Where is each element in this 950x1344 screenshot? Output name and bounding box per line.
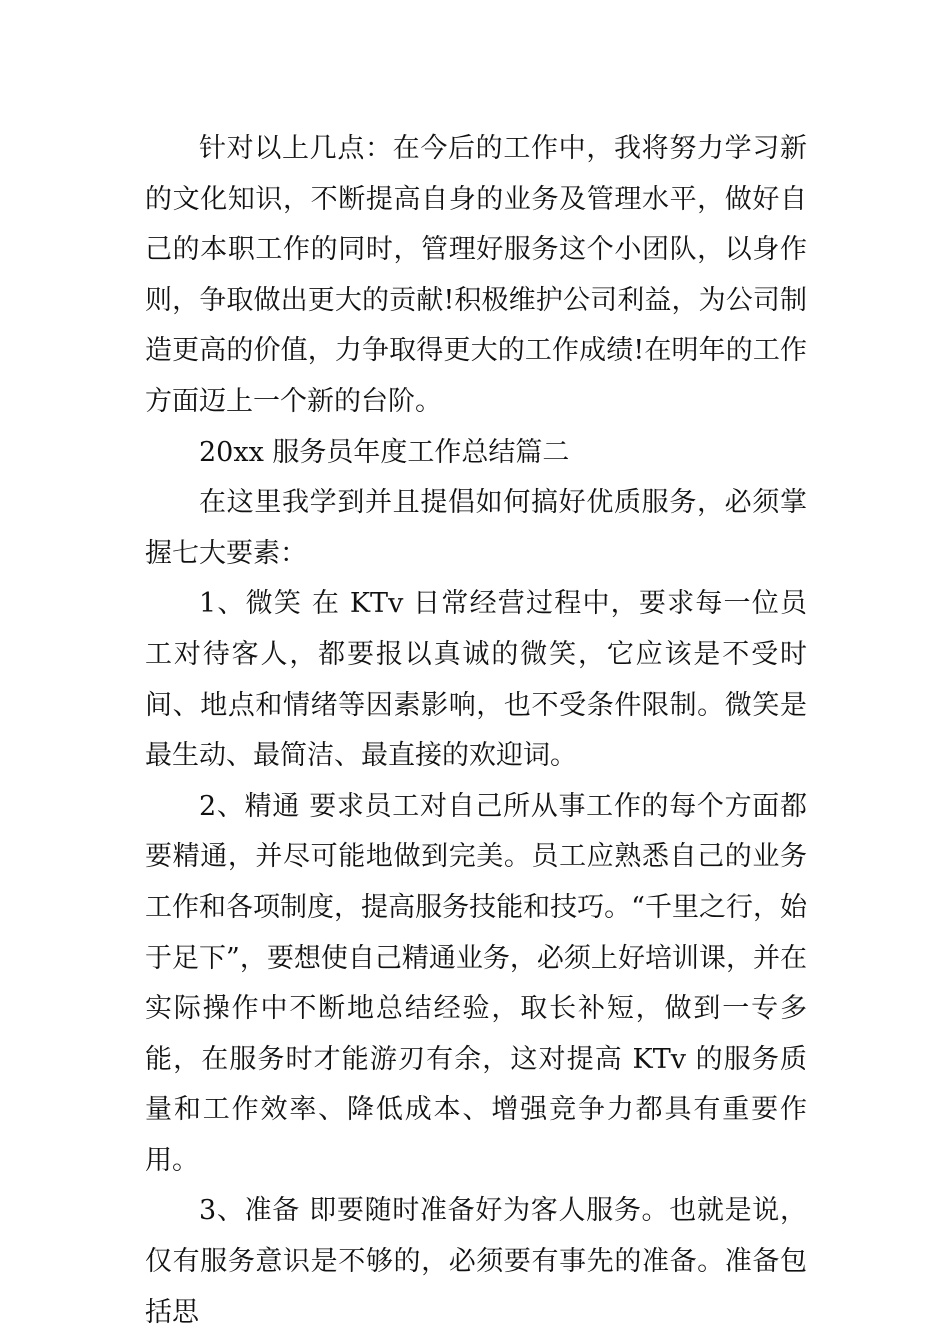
paragraph-item-smile: 1、微笑 在 KTv 日常经营过程中，要求每一位员工对待客人，都要报以真诚的微笑，它应该是不受时间、地点和情绪等因素影响，也不受条件限制。微笑是最生动、最简洁、最直接的欢迎词。 xyxy=(145,588,807,772)
paragraph-intro: 在这里我学到并且提倡如何搞好优质服务，必须掌握七大要素： xyxy=(145,487,807,569)
paragraph-conclusion: 针对以上几点：在今后的工作中，我将努力学习新的文化知识，不断提高自身的业务及管理水平，做好自己的本职工作的同时，管理好服务这个小团队，以身作则，争取做出更大的贡献!积极维护公司利益，为公司制造更高的价值，力争取得更大的工作成绩!在明年的工作方面迈上一个新的台阶。 xyxy=(145,133,807,417)
section-heading: 20xx 服务员年度工作总结篇二 xyxy=(199,436,570,468)
paragraph-item-proficiency: 2、精通 要求员工对自己所从事工作的每个方面都要精通，并尽可能地做到完美。员工应熟悉自己的业务工作和各项制度，提高服务技能和技巧。“千里之行，始于足下”，要想使自己精通业务，必须上好培训课，并在实际操作中不断地总结经验，取长补短，做到一专多能，在服务时才能游刃有余，这对提高 KTv 的服务质量和工作效率、降低成本、增强竞争力都具有重要作用。 xyxy=(145,790,807,1176)
document-page xyxy=(145,124,807,1338)
paragraph-item-preparation: 3、准备 即要随时准备好为客人服务。也就是说，仅有服务意识是不够的，必须要有事先的准备。准备包括思 xyxy=(145,1195,807,1328)
